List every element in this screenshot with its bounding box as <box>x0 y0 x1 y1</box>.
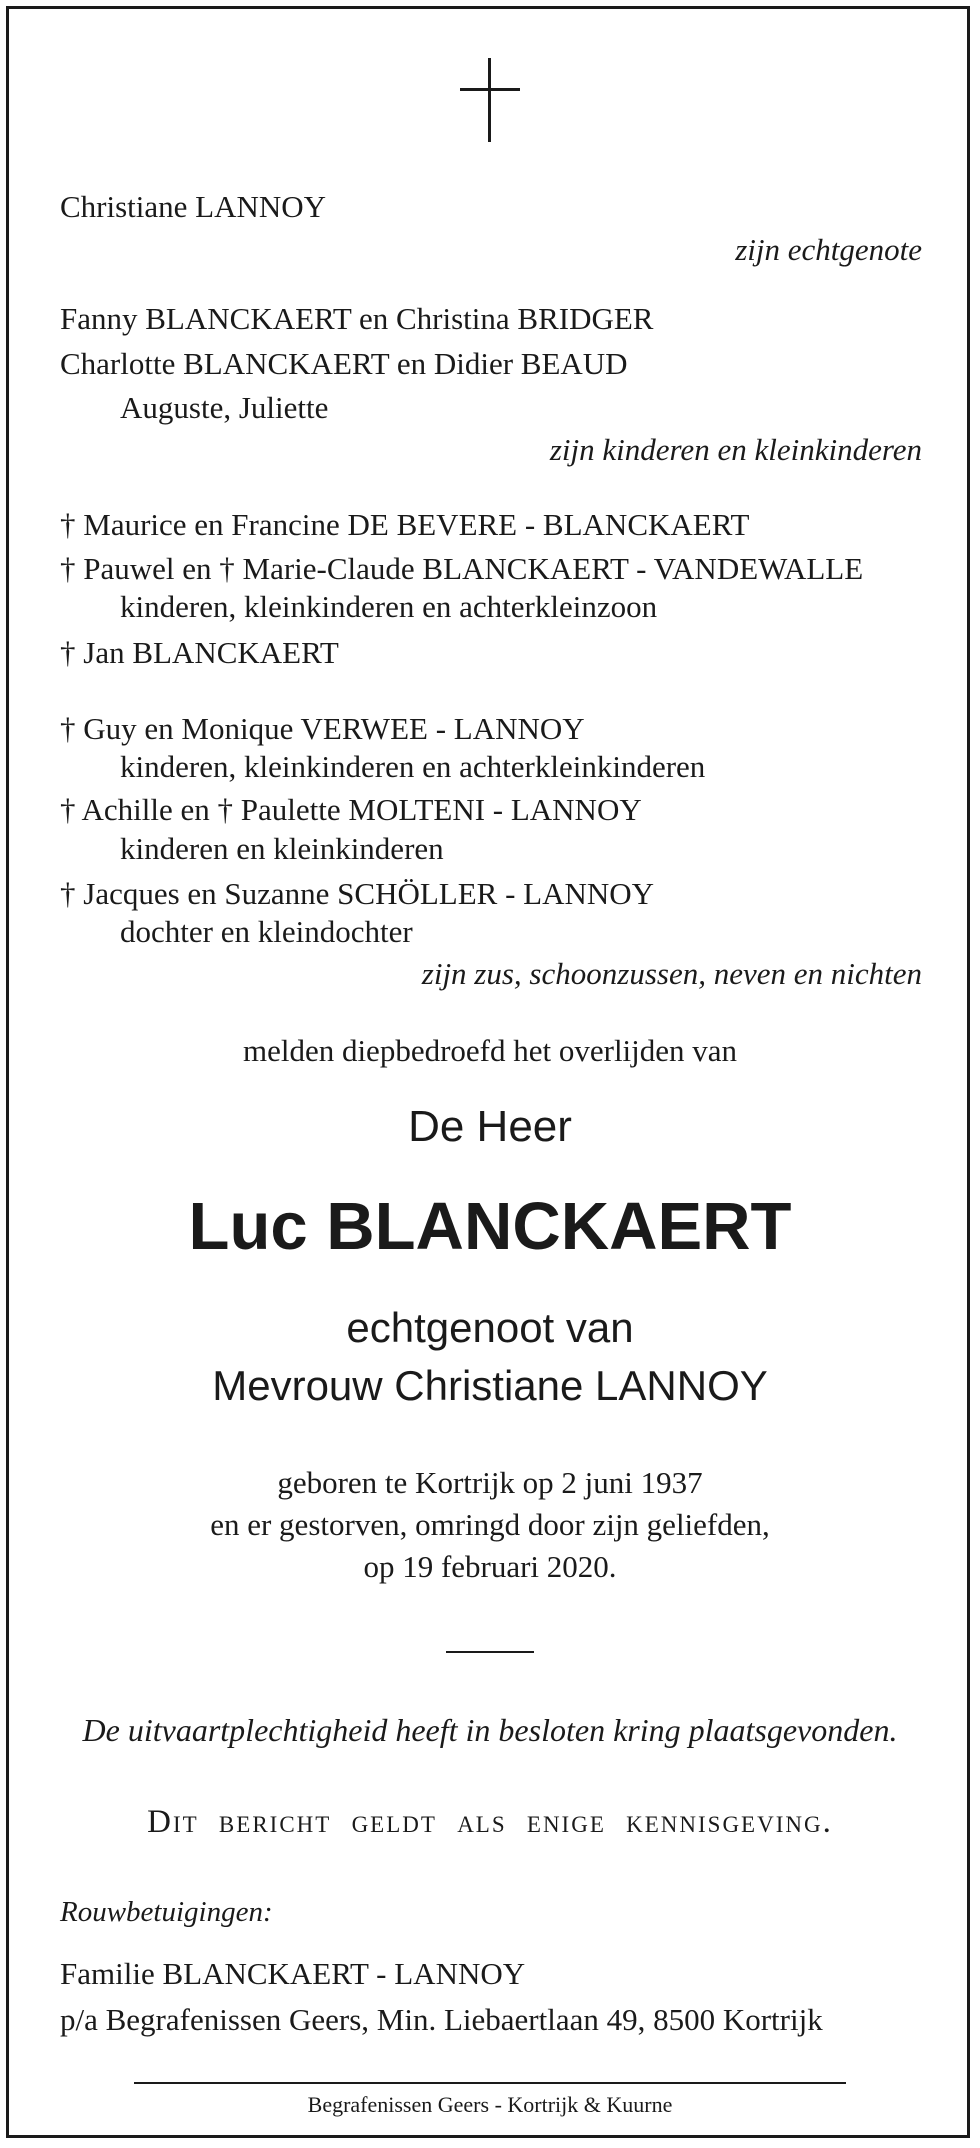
sibling-line: † Guy en Monique VERWEE - LANNOY <box>60 711 585 746</box>
sibling-descendants: dochter en kleindochter <box>120 914 413 949</box>
funeral-home-footer: Begrafenissen Geers - Kortrijk & Kuurne <box>307 2092 673 2117</box>
spouse-name: Christiane LANNOY <box>60 189 327 224</box>
child-line-2: Charlotte BLANCKAERT en Didier BEAUD <box>60 346 628 381</box>
sibling-line: † Achille en † Paulette MOLTENI - LANNOY <box>60 792 642 827</box>
sibling-line: † Jan BLANCKAERT <box>60 635 339 670</box>
death-line-2: op 19 februari 2020. <box>363 1549 617 1584</box>
section-divider <box>446 1651 534 1653</box>
child-line-1: Fanny BLANCKAERT en Christina BRIDGER <box>60 301 654 336</box>
birth-line: geboren te Kortrijk op 2 juni 1937 <box>277 1465 703 1500</box>
sibling-descendants: kinderen, kleinkinderen en achterkleinkinderen <box>120 749 706 784</box>
footer-divider <box>134 2082 846 2084</box>
spouse-of-line-2: Mevrouw Christiane LANNOY <box>212 1362 768 1409</box>
deceased-name: Luc BLANCKAERT <box>188 1189 792 1264</box>
condolences-address: p/a Begrafenissen Geers, Min. Liebaertlaan 49, 8500 Kortrijk <box>60 2002 823 2037</box>
announcement-intro: melden diepbedroefd het overlijden van <box>242 1033 738 1068</box>
deceased-title: De Heer <box>408 1102 572 1151</box>
sibling-line: † Maurice en Francine DE BEVERE - BLANCKAERT <box>60 507 750 542</box>
condolences-family: Familie BLANCKAERT - LANNOY <box>60 1956 526 1991</box>
condolences-heading: Rouwbetuigingen: <box>60 1896 273 1928</box>
notice-line: Dit bericht geldt als enige kennisgeving. <box>147 1804 833 1840</box>
grandchildren-line: Auguste, Juliette <box>120 390 329 425</box>
ceremony-note: De uitvaartplechtigheid heeft in besloten kring plaatsgevonden. <box>82 1712 898 1748</box>
siblings-relation: zijn zus, schoonzussen, neven en nichten <box>421 956 922 991</box>
sibling-descendants: kinderen en kleinkinderen <box>120 831 444 866</box>
sibling-descendants: kinderen, kleinkinderen en achterkleinzoon <box>120 589 658 624</box>
spouse-relation: zijn echtgenote <box>735 232 922 267</box>
sibling-line: † Pauwel en † Marie-Claude BLANCKAERT - VANDEWALLE <box>60 551 864 586</box>
children-relation: zijn kinderen en kleinkinderen <box>549 432 922 467</box>
sibling-line: † Jacques en Suzanne SCHÖLLER - LANNOY <box>60 876 655 911</box>
death-line-1: en er gestorven, omringd door zijn geliefden, <box>210 1507 770 1542</box>
spouse-of-line-1: echtgenoot van <box>346 1304 634 1351</box>
